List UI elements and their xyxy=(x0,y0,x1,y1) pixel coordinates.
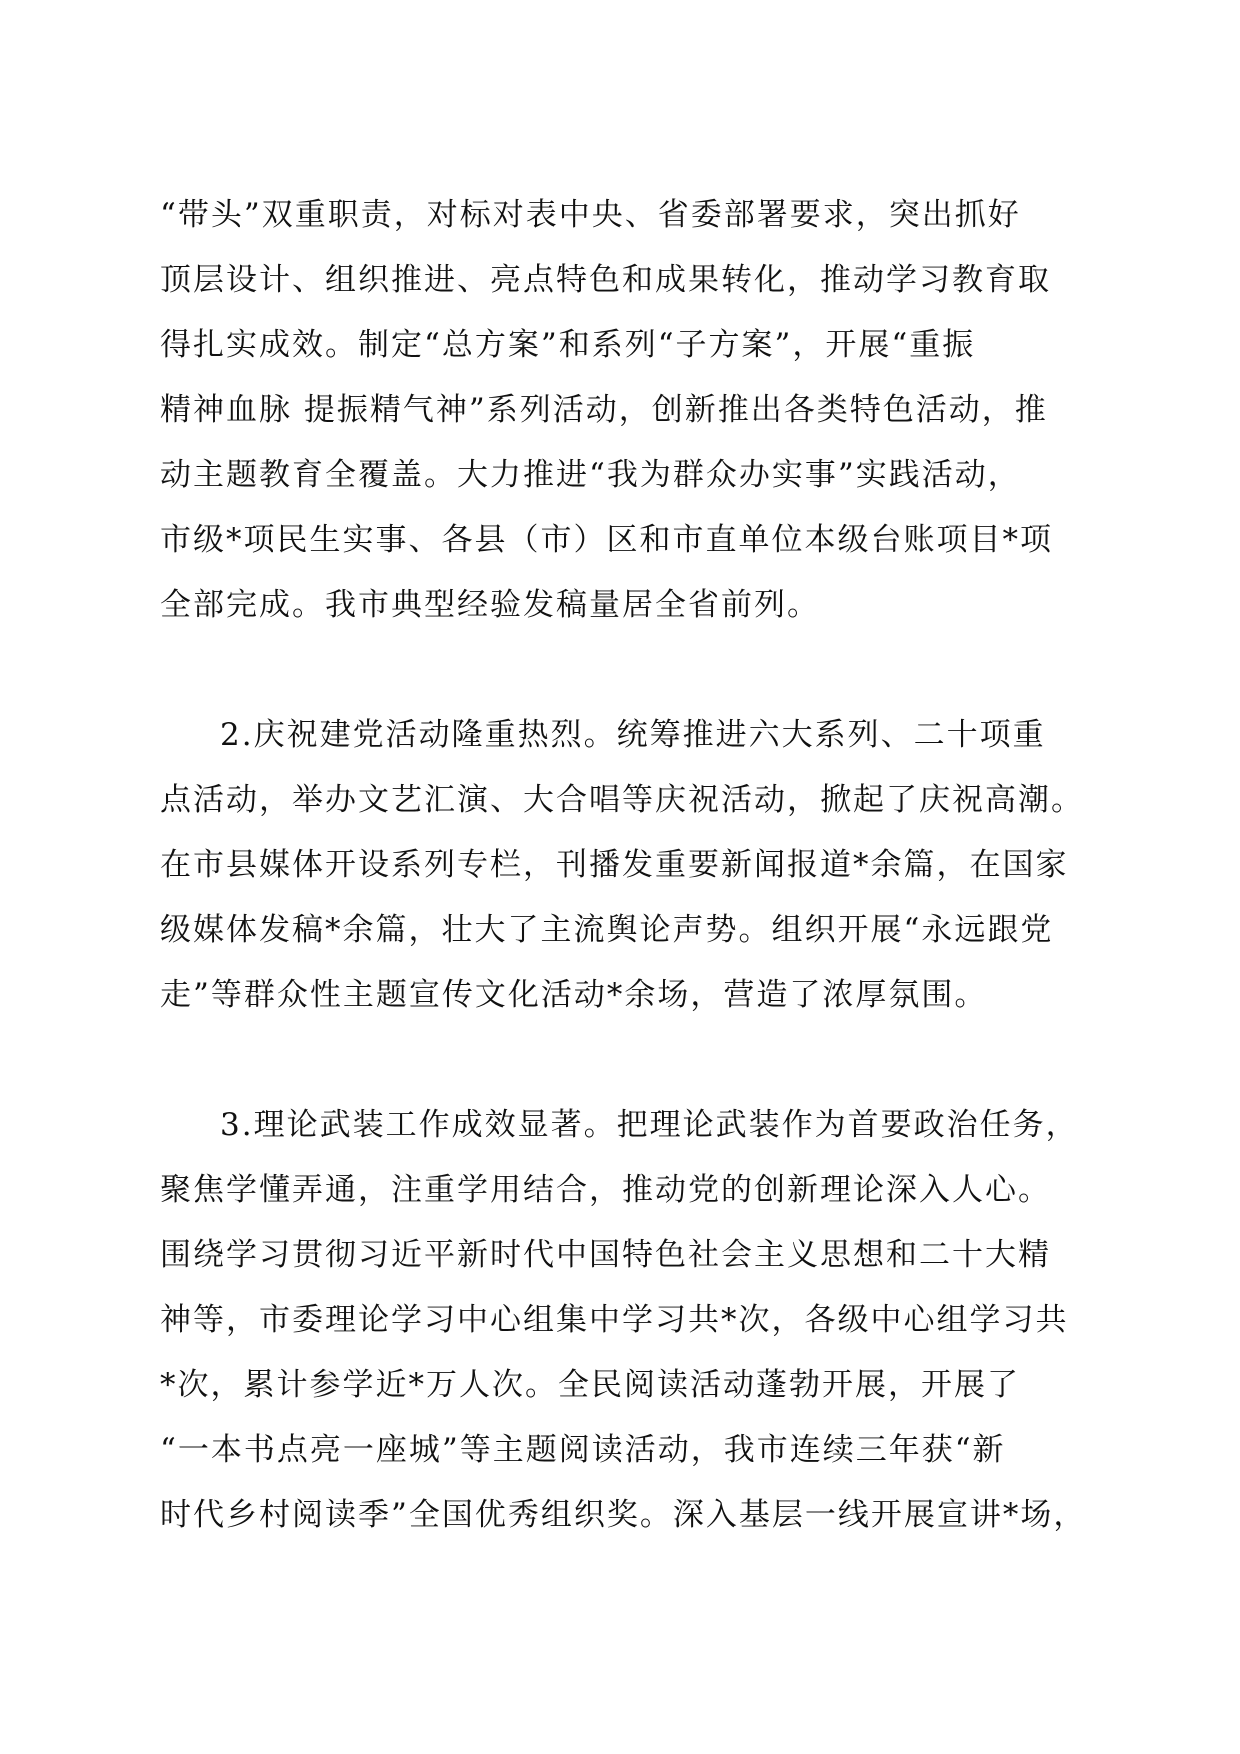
paragraph-line: 走”等群众性主题宣传文化活动*余场，营造了浓厚氛围。 xyxy=(160,977,988,1013)
paragraph-line: 在市县媒体开设系列专栏，刊播发重要新闻报道*余篇，在国家 xyxy=(160,847,1069,883)
paragraph-line: *次，累计参学近*万人次。全民阅读活动蓬勃开展，开展了 xyxy=(160,1367,1020,1403)
paragraph-line: 精神血脉 提振精气神”系列活动，创新推出各类特色活动，推 xyxy=(160,392,1048,428)
paragraph-line: 市级*项民生实事、各县（市）区和市直单位本级台账项目*项 xyxy=(160,522,1053,558)
paragraph-line: 2.庆祝建党活动隆重热烈。统筹推进六大系列、二十项重 xyxy=(220,717,1046,753)
paragraph-line: 神等，市委理论学习中心组集中学习共*次，各级中心组学习共 xyxy=(160,1302,1069,1338)
paragraph-line: 顶层设计、组织推进、亮点特色和成果转化，推动学习教育取 xyxy=(160,262,1051,298)
paragraph-line: “带头”双重职责，对标对表中央、省委部署要求，突出抓好 xyxy=(160,197,1021,233)
paragraph-line: 聚焦学懂弄通，注重学用结合，推动党的创新理论深入人心。 xyxy=(160,1172,1051,1208)
paragraph-line: 全部完成。我市典型经验发稿量居全省前列。 xyxy=(160,587,820,623)
paragraph-line: 得扎实成效。制定“总方案”和系列“子方案”，开展“重振 xyxy=(160,327,976,363)
paragraph-line: 动主题教育全覆盖。大力推进“我为群众办实事”实践活动， xyxy=(160,457,1021,493)
paragraph-line: 围绕学习贯彻习近平新时代中国特色社会主义思想和二十大精 xyxy=(160,1237,1051,1273)
paragraph-line: 3.理论武装工作成效显著。把理论武装作为首要政治任务， xyxy=(220,1107,1079,1143)
paragraph-line: 点活动，举办文艺汇演、大合唱等庆祝活动，掀起了庆祝高潮。 xyxy=(160,782,1084,818)
paragraph-line: 时代乡村阅读季”全国优秀组织奖。深入基层一线开展宣讲*场， xyxy=(160,1497,1087,1533)
paragraph-line: 级媒体发稿*余篇，壮大了主流舆论声势。组织开展“永远跟党 xyxy=(160,912,1054,948)
paragraph-line: “一本书点亮一座城”等主题阅读活动，我市连续三年获“新 xyxy=(160,1432,1006,1468)
